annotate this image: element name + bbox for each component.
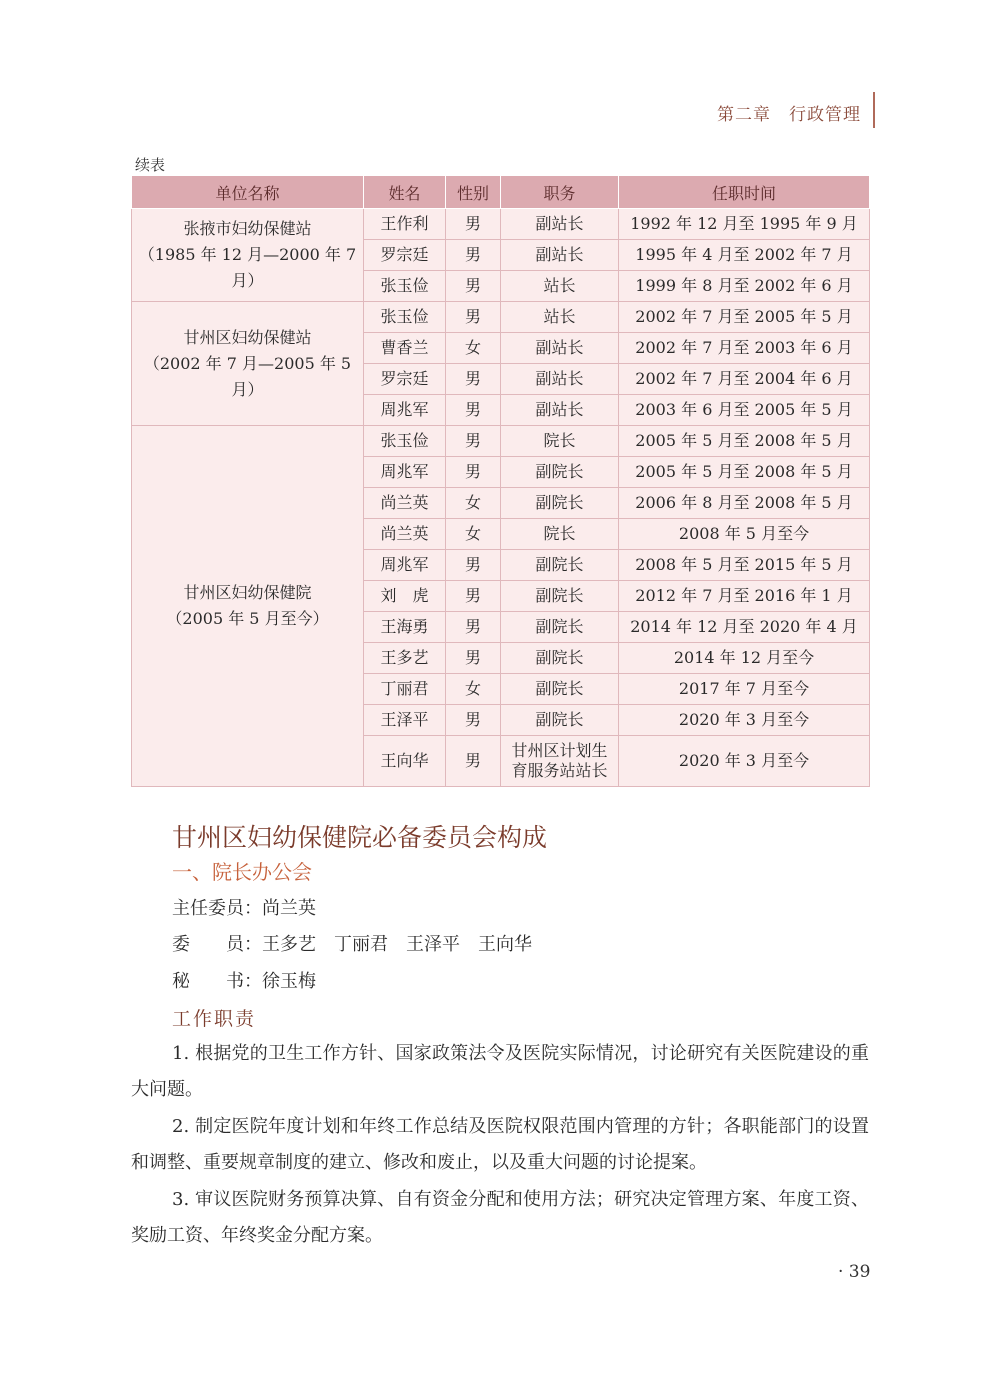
cell-name: 刘 虎 bbox=[364, 581, 446, 612]
unit-period: （2002 年 7 月—2005 年 5 月） bbox=[143, 353, 352, 399]
staff-table bbox=[131, 175, 870, 787]
unit-name: 甘州区妇幼保健站 bbox=[183, 327, 312, 347]
cell-position: 副站长 bbox=[501, 395, 619, 426]
cell-gender: 女 bbox=[446, 333, 501, 364]
table-row bbox=[132, 209, 870, 240]
header-gender: 性别 bbox=[446, 176, 501, 209]
unit-period: （2005 年 5 月至今） bbox=[166, 609, 329, 628]
cell-gender: 男 bbox=[446, 457, 501, 488]
cell-term: 2002 年 7 月至 2003 年 6 月 bbox=[619, 333, 870, 364]
header-term: 任职时间 bbox=[619, 176, 870, 209]
duty-paragraph-3: 3. 审议医院财务预算决算、自有资金分配和使用方法；研究决定管理方案、年度工资、奖励工资、年终奖金分配方案。 bbox=[131, 1189, 869, 1246]
cell-term: 2014 年 12 月至今 bbox=[619, 643, 870, 674]
cell-name: 周兆军 bbox=[364, 550, 446, 581]
cell-position: 副站长 bbox=[501, 240, 619, 271]
cell-position: 副站长 bbox=[501, 333, 619, 364]
cell-position: 副院长 bbox=[501, 674, 619, 705]
cell-position: 副院长 bbox=[501, 581, 619, 612]
cell-name: 王泽平 bbox=[364, 705, 446, 736]
cell-gender: 男 bbox=[446, 581, 501, 612]
cell-name: 周兆军 bbox=[364, 395, 446, 426]
cell-name: 曹香兰 bbox=[364, 333, 446, 364]
cell-term: 1999 年 8 月至 2002 年 6 月 bbox=[619, 271, 870, 302]
cell-position: 副站长 bbox=[501, 209, 619, 240]
cell-gender: 女 bbox=[446, 674, 501, 705]
cell-gender: 男 bbox=[446, 426, 501, 457]
cell-name: 王多艺 bbox=[364, 643, 446, 674]
unit-name: 张掖市妇幼保健站 bbox=[183, 219, 312, 238]
header-position: 职务 bbox=[501, 176, 619, 209]
cell-term: 2006 年 8 月至 2008 年 5 月 bbox=[619, 488, 870, 519]
cell-position: 副院长 bbox=[501, 705, 619, 736]
table-header-row bbox=[132, 176, 870, 209]
cell-position: 站长 bbox=[501, 302, 619, 333]
cell-name: 张玉俭 bbox=[364, 302, 446, 333]
cell-position: 院长 bbox=[501, 519, 619, 550]
cell-position-line: 育服务站站长 bbox=[511, 761, 608, 780]
table-row bbox=[132, 426, 870, 457]
cell-name: 王海勇 bbox=[364, 612, 446, 643]
cell-name: 尚兰英 bbox=[364, 488, 446, 519]
table-row bbox=[132, 302, 870, 333]
cell-name: 王作利 bbox=[364, 209, 446, 240]
running-head: 第二章 行政管理 bbox=[717, 105, 861, 125]
cell-position-line: 甘州区计划生 bbox=[511, 741, 608, 760]
cell-term: 2002 年 7 月至 2004 年 6 月 bbox=[619, 364, 870, 395]
member-committee: 委 员：王多艺 丁丽君 王泽平 王向华 bbox=[172, 934, 532, 955]
header-name: 姓名 bbox=[364, 176, 446, 209]
member-chair: 主任委员：尚兰英 bbox=[172, 898, 316, 919]
cell-term: 2005 年 5 月至 2008 年 5 月 bbox=[619, 426, 870, 457]
cell-gender: 男 bbox=[446, 395, 501, 426]
cell-gender: 男 bbox=[446, 736, 501, 787]
cell-term: 2003 年 6 月至 2005 年 5 月 bbox=[619, 395, 870, 426]
cell-position: 副院长 bbox=[501, 612, 619, 643]
cell-term: 2020 年 3 月至今 bbox=[619, 736, 870, 787]
cell-gender: 男 bbox=[446, 240, 501, 271]
cell-gender: 男 bbox=[446, 364, 501, 395]
cell-term: 2008 年 5 月至今 bbox=[619, 519, 870, 550]
cell-term: 2005 年 5 月至 2008 年 5 月 bbox=[619, 457, 870, 488]
member-secretary: 秘 书：徐玉梅 bbox=[172, 971, 316, 992]
cell-gender: 男 bbox=[446, 643, 501, 674]
cell-term: 2002 年 7 月至 2005 年 5 月 bbox=[619, 302, 870, 333]
duties-title: 工作职责 bbox=[172, 1008, 257, 1030]
cell-gender: 男 bbox=[446, 550, 501, 581]
unit-cell bbox=[132, 302, 364, 426]
cell-position: 站长 bbox=[501, 271, 619, 302]
cell-name: 张玉俭 bbox=[364, 426, 446, 457]
cell-gender: 男 bbox=[446, 705, 501, 736]
running-head-rule bbox=[873, 92, 875, 128]
cell-position: 副院长 bbox=[501, 550, 619, 581]
cell-position: 副院长 bbox=[501, 643, 619, 674]
cell-term: 1995 年 4 月至 2002 年 7 月 bbox=[619, 240, 870, 271]
cell-position: 院长 bbox=[501, 426, 619, 457]
cell-name: 尚兰英 bbox=[364, 519, 446, 550]
cell-position: 副院长 bbox=[501, 457, 619, 488]
cell-gender: 男 bbox=[446, 302, 501, 333]
cell-name: 丁丽君 bbox=[364, 674, 446, 705]
cell-gender: 女 bbox=[446, 519, 501, 550]
cell-term: 2012 年 7 月至 2016 年 1 月 bbox=[619, 581, 870, 612]
duty-paragraph-1: 1. 根据党的卫生工作方针、国家政策法令及医院实际情况，讨论研究有关医院建设的重大问题。 bbox=[131, 1043, 869, 1100]
cell-name: 张玉俭 bbox=[364, 271, 446, 302]
cell-gender: 男 bbox=[446, 209, 501, 240]
duty-paragraph-2: 2. 制定医院年度计划和年终工作总结及医院权限范围内管理的方针；各职能部门的设置和调整、重要规章制度的建立、修改和废止，以及重大问题的讨论提案。 bbox=[131, 1116, 869, 1173]
page-number: · 39 bbox=[838, 1262, 871, 1282]
cell-gender: 女 bbox=[446, 488, 501, 519]
cell-name: 周兆军 bbox=[364, 457, 446, 488]
header-unit: 单位名称 bbox=[132, 176, 364, 209]
cell-term: 2014 年 12 月至 2020 年 4 月 bbox=[619, 612, 870, 643]
cell-name: 王向华 bbox=[364, 736, 446, 787]
cell-name: 罗宗廷 bbox=[364, 364, 446, 395]
cell-term: 2017 年 7 月至今 bbox=[619, 674, 870, 705]
cell-position bbox=[501, 736, 619, 787]
section-title: 甘州区妇幼保健院必备委员会构成 bbox=[172, 823, 548, 852]
unit-name: 甘州区妇幼保健院 bbox=[183, 583, 312, 602]
cell-term: 1992 年 12 月至 1995 年 9 月 bbox=[619, 209, 870, 240]
unit-cell bbox=[132, 426, 364, 787]
cell-gender: 男 bbox=[446, 612, 501, 643]
cell-name: 罗宗廷 bbox=[364, 240, 446, 271]
unit-cell bbox=[132, 209, 364, 302]
continued-label: 续表 bbox=[135, 156, 166, 174]
section-subtitle: 一、院长办公会 bbox=[172, 860, 312, 884]
cell-term: 2020 年 3 月至今 bbox=[619, 705, 870, 736]
cell-term: 2008 年 5 月至 2015 年 5 月 bbox=[619, 550, 870, 581]
cell-gender: 男 bbox=[446, 271, 501, 302]
cell-position: 副站长 bbox=[501, 364, 619, 395]
unit-period: （1985 年 12 月—2000 年 7 月） bbox=[138, 245, 357, 290]
cell-position: 副院长 bbox=[501, 488, 619, 519]
